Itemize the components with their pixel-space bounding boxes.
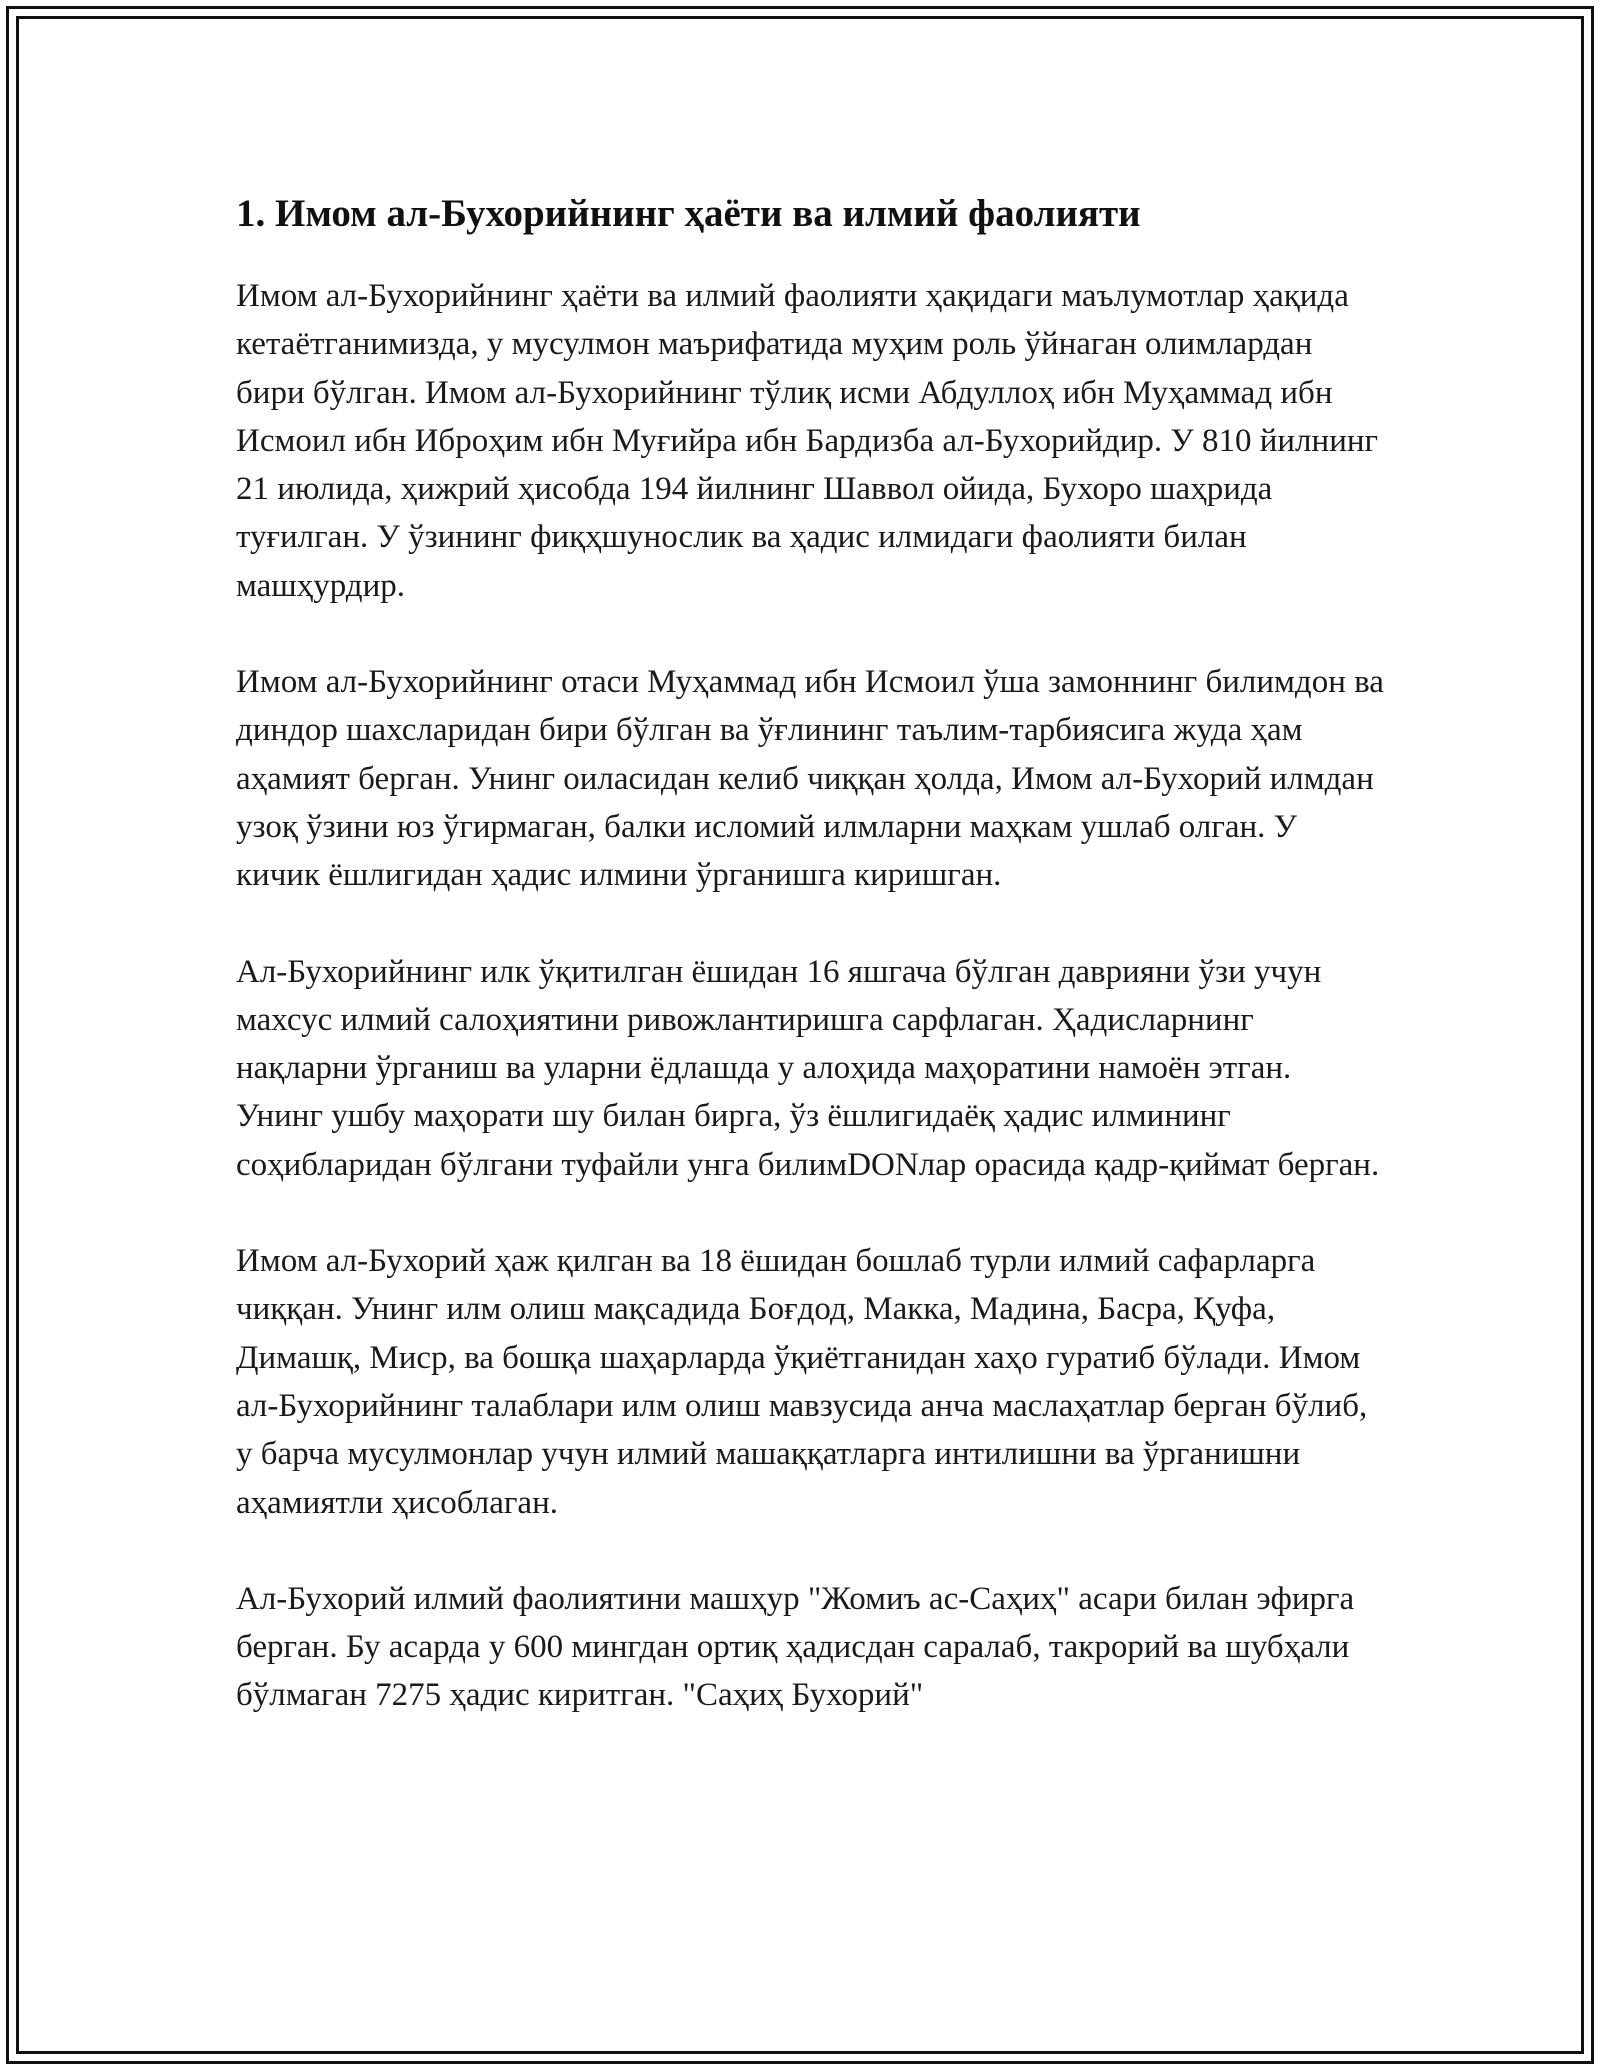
section-heading: 1. Имом ал-Бухорийнинг ҳаёти ва илмий фаолияти (236, 192, 1141, 235)
paragraph-4: Имом ал-Бухорий ҳаж қилган ва 18 ёшидан бошлаб турли илмий сафарларга чиққан. Унинг илм олиш мақсадида Боғдод, Макка, Мадина, Басра, Қуфа, Димашқ, Миср, ва бошқа шаҳарларда ўқиётганидан хаҳо гуратиб бўлади. Имом ал-Бухорийнинг талаблари илм олиш мавзусида анча маслаҳатлар берган бўлиб, у барча мусулмонлар учун илмий машаққатларга интилишни ва ўрганишни аҳамиятли ҳисоблаган. (236, 1243, 1368, 1521)
paragraph-2: Имом ал-Бухорийнинг отаси Муҳаммад ибн Исмоил ўша замоннинг билимдон ва диндор шахсларидан бири бўлган ва ўғлининг таълим-тарбиясига жуда ҳам аҳамият берган. Унинг оиласидан келиб чиққан ҳолда, Имом ал-Бухорий илмдан узоқ ўзини юз ўгирмаган, балки исломий илмларни маҳкам ушлаб олган. У кичик ёшлигидан ҳадис илмини ўрганишга киришган. (236, 664, 1384, 894)
paragraph-3: Ал-Бухорийнинг илк ўқитилган ёшидан 16 яшгача бўлган даврияни ўзи учун махсус илмий салоҳиятини ривожлантиришга сарфлаган. Ҳадисларнинг нақларни ўрганиш ва уларни ёдлашда у алоҳида маҳоратини намоён этган. Унинг ушбу маҳорати шу билан бирга, ўз ёшлигидаёқ ҳадис илмининг соҳибларидан бўлгани туфайли унга билимDONлар орасида қадр-қиймат берган. (236, 953, 1380, 1183)
paragraph-1: Имом ал-Бухорийнинг ҳаёти ва илмий фаолияти ҳақидаги маълумотлар ҳақида кетаётганимизда, у мусулмон маърифатида муҳим роль ўйнаган олимлардан бири бўлган. Имом ал-Бухорийнинг тўлиқ исми Абдуллоҳ ибн Муҳаммад ибн Исмоил ибн Иброҳим ибн Муғийра ибн Бардизба ал-Бухорийдир. У 810 йилнинг 21 июлида, ҳижрий ҳисобда 194 йилнинг Шаввол ойида, Бухоро шаҳрида туғилган. У ўзининг фиқҳшунослик ва ҳадис илмидаги фаолияти билан машҳурдир. (236, 278, 1379, 604)
paragraph-5: Ал-Бухорий илмий фаолиятини машҳур "Жомиъ ас-Саҳиҳ" асари билан эфирга берган. Бу асарда у 600 мингдан ортиқ ҳадисдан саралаб, такрорий ва шубҳали бўлмаган 7275 ҳадис киритган. "Саҳиҳ Бухорий" (236, 1580, 1355, 1714)
document-body (236, 186, 1386, 1768)
